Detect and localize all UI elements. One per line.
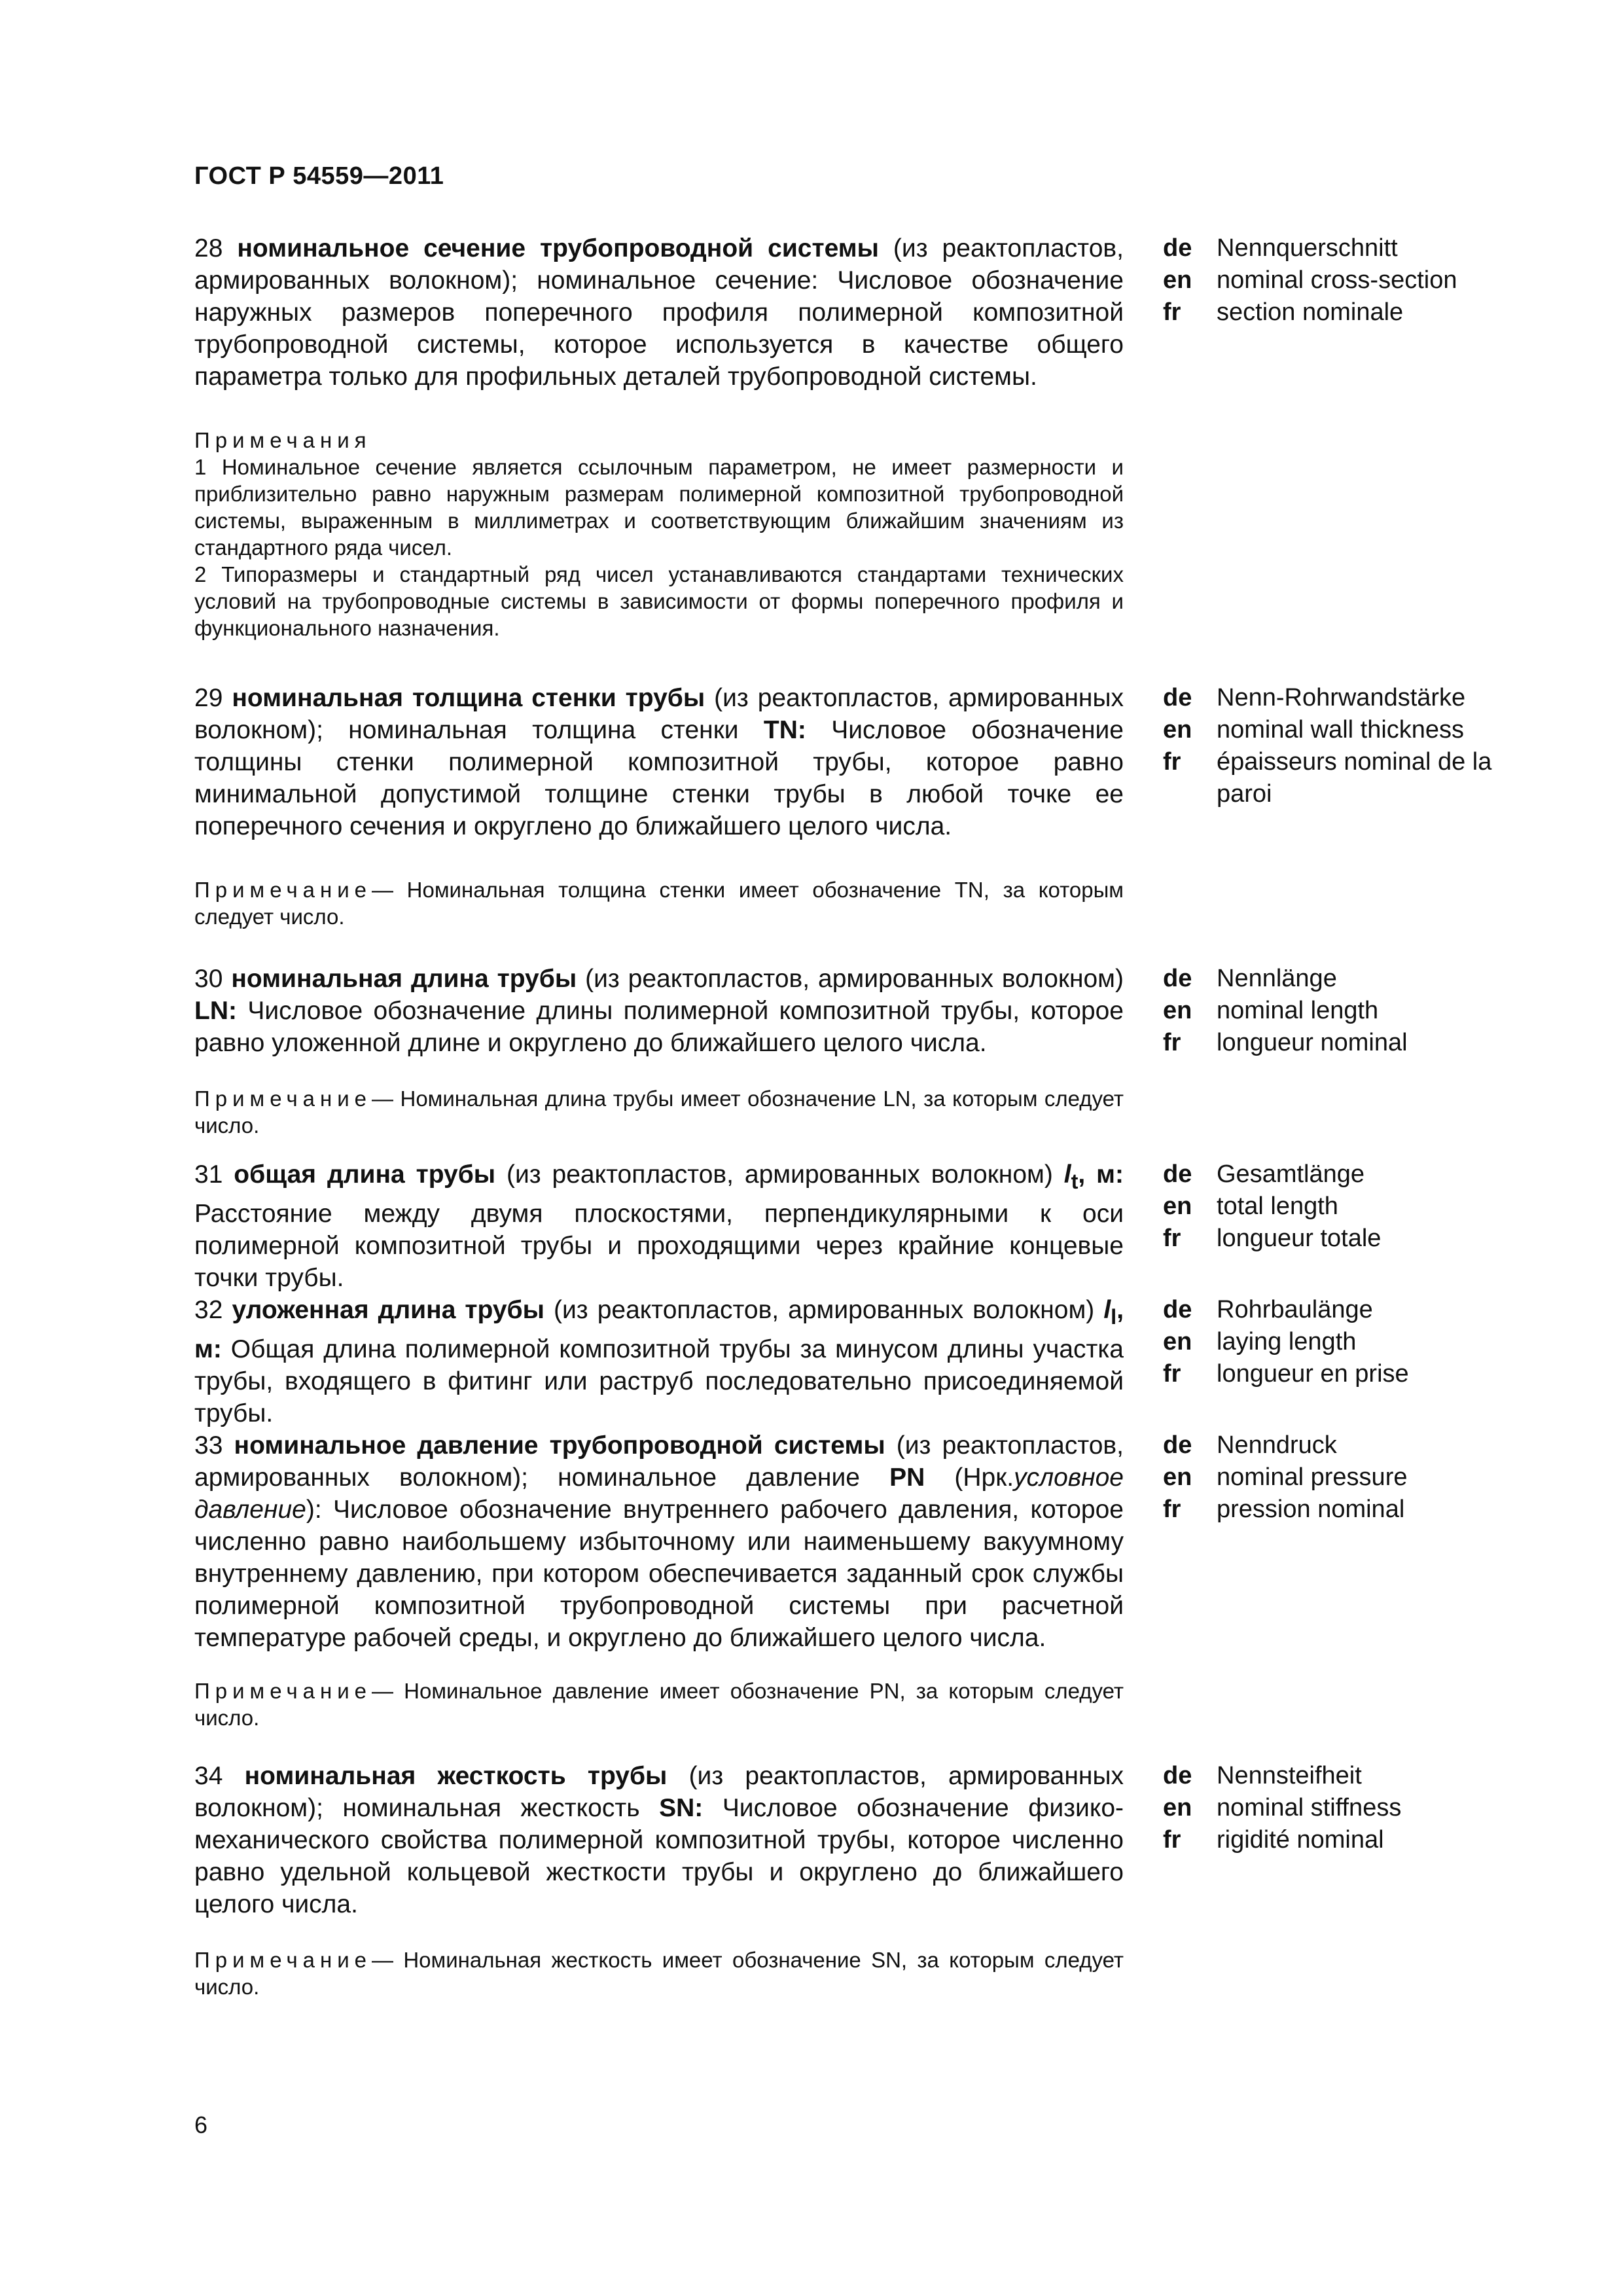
- term-translations: [1163, 1158, 1503, 1294]
- lang-term: Nenn-Rohrwandstärke: [1217, 684, 1466, 711]
- term-translations: [1163, 1429, 1503, 1654]
- lang-row-en: [1163, 1792, 1503, 1824]
- note-heading: Примечания: [194, 428, 372, 452]
- lang-term: Nennlänge: [1217, 965, 1337, 992]
- lang-term: nominal cross-section: [1217, 266, 1457, 294]
- note-heading: Примечание: [194, 1678, 372, 1703]
- lang-row-de: [1163, 1429, 1503, 1462]
- lang-row-en: [1163, 995, 1503, 1027]
- lang-term: rigidité nominal: [1217, 1825, 1384, 1854]
- term-translations: [1163, 232, 1503, 393]
- lang-code: en: [1163, 1463, 1192, 1491]
- term-entry-30: [194, 963, 1503, 1059]
- lang-row-en: [1163, 1462, 1503, 1494]
- term-symbol-subscript: t: [1071, 1169, 1079, 1193]
- term-number: 29: [194, 684, 223, 712]
- term-text: Числовое обозначение физико-механического свойства полимерной композитной трубы, которое численно равно удельной кольцевой жесткости трубы и округлено до ближайшего целого числа.: [194, 1793, 1124, 1918]
- note-heading: Примечание: [194, 1086, 372, 1111]
- lang-row-de: [1163, 1294, 1503, 1326]
- note-block-34: [194, 1946, 1124, 2000]
- term-symbol: TN:: [763, 716, 806, 744]
- lang-row-fr: [1163, 1358, 1503, 1390]
- lang-row-de: [1163, 963, 1503, 995]
- note-block-33: [194, 1677, 1124, 1731]
- term-title: общая длина трубы: [234, 1160, 496, 1189]
- term-text: Общая длина полимерной композитной трубы за минусом длины участка трубы, входящего в фитинг или раструб последовательно присоединяемой трубы.: [194, 1335, 1124, 1427]
- term-unit: , м:: [1078, 1160, 1124, 1189]
- term-text: Расстояние между двумя плоскостями, перпендикулярными к оси полимерной композитной трубы и проходящими через крайние концевые точки трубы.: [194, 1199, 1124, 1292]
- term-text: Числовое обозначение внутреннего рабочего давления, которое численно равно наибольшему избыточному или наименьшему вакуумному внутреннему давлению, при котором обеспечивается заданный срок службы полимерной композитной трубопроводной системы при расчетной температуре рабочей среды, и округлено до ближайшего целого числа.: [194, 1495, 1124, 1652]
- lang-term: nominal stiffness: [1217, 1793, 1402, 1821]
- term-translations: [1163, 1294, 1503, 1429]
- term-number: 34: [194, 1761, 223, 1790]
- term-entry-32: [194, 1294, 1503, 1429]
- term-deprecated-label: (Нрк.: [954, 1463, 1014, 1492]
- term-translations: [1163, 963, 1503, 1059]
- lang-term: total length: [1217, 1193, 1338, 1220]
- term-entry-31: [194, 1158, 1503, 1294]
- term-number: 30: [194, 965, 223, 993]
- lang-row-en: [1163, 264, 1503, 296]
- lang-code: en: [1163, 1327, 1192, 1355]
- note-text: — Номинальное давление имеет обозначение PN, за которым следует число.: [194, 1678, 1124, 1730]
- term-definition: [194, 1429, 1124, 1654]
- term-entry-33: [194, 1429, 1503, 1654]
- note-text: — Номинальная жесткость имеет обозначение SN, за которым следует число.: [194, 1947, 1124, 1999]
- lang-code: de: [1163, 1295, 1192, 1323]
- lang-row-en: [1163, 714, 1503, 746]
- lang-row-fr: [1163, 1223, 1503, 1255]
- term-qualifier: (из реактопластов, армированных волокном): [507, 1160, 1053, 1189]
- term-definition: [194, 1158, 1124, 1294]
- term-title: номинальная толщина стенки трубы: [232, 684, 705, 712]
- lang-term: épaisseurs nominal de la paroi: [1217, 748, 1492, 808]
- lang-term: nominal pressure: [1217, 1463, 1408, 1491]
- lang-row-fr: [1163, 296, 1503, 329]
- lang-code: de: [1163, 684, 1192, 711]
- document-header: ГОСТ Р 54559—2011: [194, 162, 444, 190]
- lang-row-de: [1163, 682, 1503, 714]
- note-text: — Номинальная толщина стенки имеет обозначение TN, за которым следует число.: [194, 878, 1124, 929]
- lang-code: de: [1163, 1761, 1192, 1789]
- term-symbol: l: [1103, 1295, 1111, 1324]
- term-qualifier: (из реактопластов, армированных волокном); номинальное давление: [194, 1431, 1124, 1492]
- lang-term: laying length: [1217, 1327, 1357, 1355]
- term-title: уложенная длина трубы: [232, 1295, 544, 1324]
- term-symbol: l: [1063, 1160, 1071, 1189]
- term-punct: ):: [306, 1495, 322, 1524]
- lang-term: longueur nominal: [1217, 1029, 1408, 1056]
- lang-term: Gesamtlänge: [1217, 1160, 1365, 1188]
- term-definition: [194, 232, 1124, 393]
- term-deprecated: условное давление: [194, 1463, 1124, 1524]
- term-definition: [194, 1760, 1124, 1920]
- term-number: 31: [194, 1160, 223, 1189]
- term-entry-29: [194, 682, 1503, 842]
- lang-term: Nenndruck: [1217, 1431, 1337, 1459]
- lang-code: fr: [1163, 1029, 1181, 1056]
- lang-term: Rohrbaulänge: [1217, 1295, 1373, 1323]
- note-heading: Примечание: [194, 878, 372, 902]
- lang-row-fr: [1163, 746, 1503, 810]
- lang-code: en: [1163, 1793, 1192, 1821]
- lang-code: fr: [1163, 1825, 1181, 1854]
- lang-term: longueur totale: [1217, 1225, 1382, 1252]
- term-number: 28: [194, 234, 223, 262]
- term-text: Числовое обозначение длины полимерной композитной трубы, которое равно уложенной длине и округлено до ближайшего целого числа.: [194, 997, 1124, 1057]
- lang-term: Nennquerschnitt: [1217, 234, 1398, 262]
- page-number: 6: [194, 2111, 208, 2138]
- term-unit: , м:: [194, 1295, 1124, 1363]
- lang-row-fr: [1163, 1027, 1503, 1059]
- lang-row-fr: [1163, 1824, 1503, 1856]
- note-item: 1 Номинальное сечение является ссылочным параметром, не имеет размерности и приблизительно равно наружным размерам полимерной композитной трубопроводной системы, выраженным в миллиметрах и соответствующим ближайшим значениям из стандартного ряда чисел.: [194, 455, 1124, 560]
- lang-term: nominal wall thickness: [1217, 716, 1465, 744]
- lang-code: en: [1163, 1193, 1192, 1220]
- term-symbol: LN:: [194, 997, 237, 1025]
- lang-code: de: [1163, 1160, 1192, 1188]
- term-qualifier: (из реактопластов, армированных волокном); номинальная жесткость: [194, 1761, 1124, 1822]
- term-title: номинальное сечение трубопроводной системы: [237, 234, 879, 262]
- lang-code: en: [1163, 997, 1192, 1024]
- term-entry-34: [194, 1760, 1503, 1920]
- term-symbol: SN:: [659, 1793, 704, 1822]
- lang-code: de: [1163, 1431, 1192, 1459]
- note-block-29: [194, 876, 1124, 930]
- note-block-28: [194, 427, 1124, 641]
- lang-code: fr: [1163, 1495, 1181, 1523]
- term-title: номинальная жесткость трубы: [244, 1761, 668, 1790]
- lang-term: pression nominal: [1217, 1495, 1405, 1523]
- lang-code: fr: [1163, 748, 1181, 776]
- lang-term: nominal length: [1217, 997, 1379, 1024]
- lang-code: de: [1163, 965, 1192, 992]
- term-text: (из реактопластов, армированных волокном); номинальное сечение: Числовое обозначение наружных размеров поперечного профиля полимерной композитной трубопроводной системы, которое используется в качестве общего параметра только для профильных деталей трубопроводной системы.: [194, 234, 1124, 391]
- term-symbol: PN: [889, 1463, 925, 1492]
- lang-code: de: [1163, 234, 1192, 262]
- lang-term: section nominale: [1217, 298, 1404, 326]
- term-translations: [1163, 682, 1503, 842]
- term-title: номинальное давление трубопроводной системы: [234, 1431, 885, 1460]
- lang-row-de: [1163, 1760, 1503, 1792]
- term-definition: [194, 1294, 1124, 1429]
- term-title: номинальная длина трубы: [231, 965, 577, 993]
- term-number: 33: [194, 1431, 223, 1460]
- lang-code: fr: [1163, 1225, 1181, 1252]
- lang-row-en: [1163, 1326, 1503, 1358]
- lang-row-fr: [1163, 1494, 1503, 1526]
- lang-row-de: [1163, 232, 1503, 264]
- lang-row-en: [1163, 1191, 1503, 1223]
- note-heading: Примечание: [194, 1947, 372, 1972]
- term-definition: [194, 682, 1124, 842]
- term-symbol-subscript: l: [1111, 1304, 1117, 1329]
- term-text: Числовое обозначение толщины стенки полимерной композитной трубы, которое равно минимальной допустимой толщине стенки трубы в любой точке ее поперечного сечения и округлено до ближайшего целого числа.: [194, 716, 1124, 840]
- term-qualifier: (из реактопластов, армированных волокном): [554, 1295, 1095, 1324]
- term-number: 32: [194, 1295, 223, 1324]
- term-definition: [194, 963, 1124, 1059]
- lang-term: Nennsteifheit: [1217, 1761, 1362, 1789]
- lang-row-de: [1163, 1158, 1503, 1191]
- lang-code: fr: [1163, 1359, 1181, 1388]
- lang-code: en: [1163, 716, 1192, 744]
- document-body: [194, 232, 1503, 2000]
- term-qualifier: (из реактопластов, армированных волокном): [585, 965, 1124, 993]
- lang-code: en: [1163, 266, 1192, 294]
- lang-term: longueur en prise: [1217, 1359, 1409, 1388]
- note-block-30: [194, 1085, 1124, 1139]
- term-translations: [1163, 1760, 1503, 1920]
- note-text: — Номинальная длина трубы имеет обозначение LN, за которым следует число.: [194, 1086, 1124, 1138]
- term-qualifier: (из реактопластов, армированных волокном); номинальная толщина стенки: [194, 684, 1124, 744]
- term-entry-28: [194, 232, 1503, 393]
- note-item: 2 Типоразмеры и стандартный ряд чисел устанавливаются стандартами технических условий на трубопроводные системы в зависимости от формы поперечного профиля и функционального назначения.: [194, 562, 1124, 640]
- lang-code: fr: [1163, 298, 1181, 326]
